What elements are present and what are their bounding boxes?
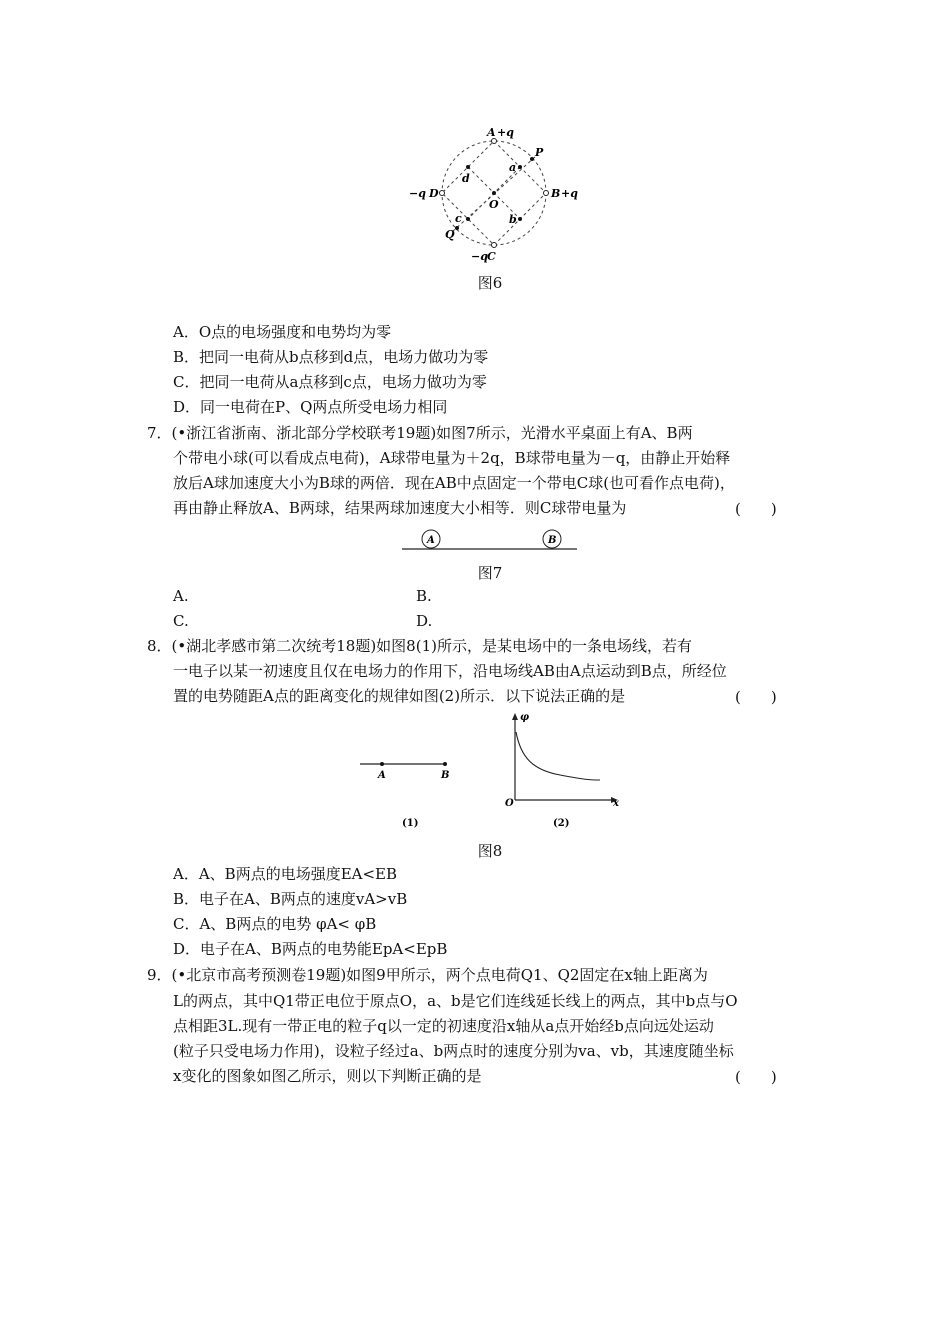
label-minus-q-left: −q [409,187,426,200]
point-p [530,157,534,161]
ball-a-label: A [427,535,435,546]
q8-line-2: 一电子以某一初速度且仅在电场力的作用下，沿电场线AB由A点运动到B点，所经位 [173,662,727,680]
q8-line-3: 置的电势随距A点的距离变化的规律如图(2)所示．以下说法正确的是 [173,687,626,705]
q7-line-4: 再由静止释放A、B两球，结果两球加速度大小相等．则C球带电量为 [173,499,627,517]
point-b-fig8 [443,762,447,766]
figure-6-caption: 图6 [477,274,503,292]
q6-option-c: C．把同一电荷从a点移到c点，电场力做功为零 [173,373,487,391]
q7-option-b: B. [416,587,432,605]
charge-b-point [544,191,549,196]
label-d-upper: D [429,187,439,200]
point-a [518,165,522,169]
point-o [492,191,496,195]
figure-6 [405,120,595,265]
q9-line-5: x变化的图象如图乙所示，则以下判断正确的是 [173,1067,482,1085]
ball-b-label: B [548,535,557,546]
point-d [466,165,470,169]
label-phi: φ [520,712,530,723]
point-c [466,217,470,221]
label-plus-q-top: +q [497,126,514,139]
label-b-fig8: B [441,770,450,781]
q7-option-a: A. [173,587,189,605]
figure-7-caption: 图7 [477,564,503,582]
label-b-upper: B [551,187,561,200]
sub-label-2: (2) [553,818,570,829]
q6-option-a: A．O点的电场强度和电势均为零 [173,323,392,341]
q7-option-c: C. [173,612,189,630]
q8-option-d: D．电子在A、B两点的电势能EpA<EpB [173,940,448,958]
q8-answer-blank: ( ) [735,688,777,706]
q9-answer-blank: ( ) [735,1068,777,1086]
point-b [518,217,522,221]
q6-option-b: B．把同一电荷从b点移到d点，电场力做功为零 [173,348,489,366]
q6-option-d: D．同一电荷在P、Q两点所受电场力相同 [173,398,448,416]
figure-8-caption: 图8 [477,842,503,860]
label-c: c [455,212,462,225]
charge-a-point [492,139,497,144]
sub-label-1: (1) [402,818,419,829]
label-o: O [489,198,499,211]
label-c-upper: C [487,250,496,263]
label-d: d [462,172,470,185]
label-o-fig8: O [505,798,514,809]
charge-d-point [440,191,445,196]
label-b: b [509,213,517,226]
charge-c-point [492,243,497,248]
q8-option-c: C．A、B两点的电势 φA< φB [173,915,377,933]
label-p: P [535,146,544,159]
label-q: Q [445,228,455,241]
label-a: a [509,161,517,174]
q9-line-4: (粒子只受电场力作用)，设粒子经过a、b两点时的速度分别为va、vb，其速度随坐标 [173,1042,734,1060]
q7-line-2: 个带电小球(可以看成点电荷)，A球带电量为＋2q，B球带电量为－q，由静止开始释 [173,449,731,467]
q8-option-b: B．电子在A、B两点的速度vA>vB [173,890,408,908]
q9-line-3: 点相距3L.现有一带正电的粒子q以一定的初速度沿x轴从a点开始经b点向远处运动 [173,1017,714,1035]
potential-curve [516,732,600,780]
point-q [455,226,459,230]
point-a-fig8 [380,762,384,766]
label-plus-q-right: +q [561,187,578,200]
label-x: x [613,798,619,809]
q7-line-3: 放后A球加速度大小为B球的两倍．现在AB中点固定一个带电C球(也可看作点电荷)， [173,474,735,492]
q8-option-a: A．A、B两点的电场强度EA<EB [173,865,398,883]
label-a-fig8: A [378,770,386,781]
q7-option-d: D. [416,612,433,630]
label-a-upper: A [487,126,496,139]
q9-line-2: L的两点，其中Q1带正电位于原点O，a、b是它们连线延长线上的两点，其中b点与O [173,992,738,1010]
label-minus-q-bottom: −q [471,250,488,263]
figure-7 [400,525,580,555]
q7-line-1: 7．(•浙江省浙南、浙北部分学校联考19题)如图7所示，光滑水平桌面上有A、B两 [147,424,693,442]
q9-line-1: 9．(•北京市高考预测卷19题)如图9甲所示，两个点电荷Q1、Q2固定在x轴上距离为 [147,966,708,984]
q7-answer-blank: ( ) [735,500,777,518]
q8-line-1: 8．(•湖北孝感市第二次统考18题)如图8(1)所示，是某电场中的一条电场线，若有 [147,637,692,655]
figure-8 [355,708,630,833]
